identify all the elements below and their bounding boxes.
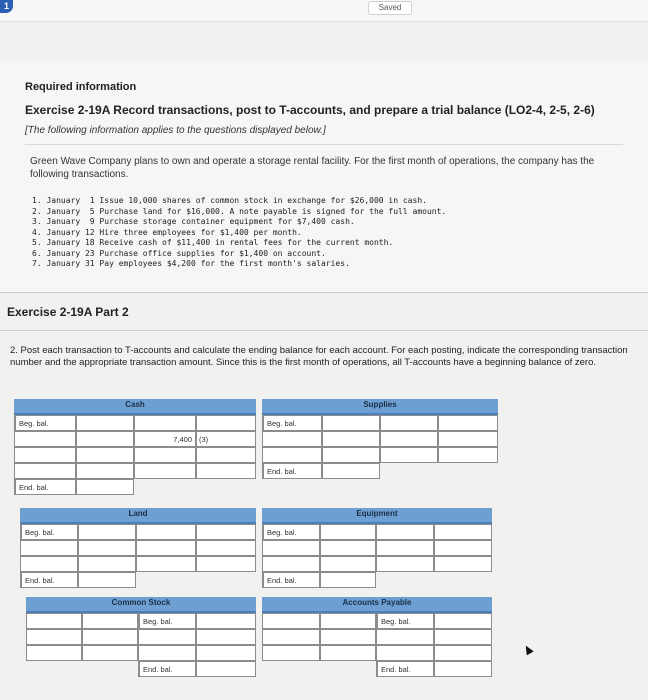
credit-amount-input[interactable]: [136, 556, 196, 572]
credit-amount-input[interactable]: [136, 540, 196, 556]
beg-bal-label: Beg. bal.: [138, 613, 196, 629]
t-account-common-stock: [26, 597, 256, 677]
end-bal-label: End. bal.: [138, 661, 196, 677]
end-bal-label: End. bal.: [262, 463, 322, 479]
t-account-header: Land: [20, 508, 256, 524]
debit-amount-input[interactable]: [322, 431, 380, 447]
debit-ref-input[interactable]: [262, 556, 320, 572]
credit-ref-input[interactable]: [438, 447, 498, 463]
credit-ref-input[interactable]: [196, 645, 256, 661]
exercise-description: Green Wave Company plans to own and operate a storage rental facility. For the first month of operations, the company has the following transactions.: [30, 156, 595, 180]
credit-ref-input[interactable]: [434, 629, 492, 645]
debit-amount-input[interactable]: [82, 629, 138, 645]
t-account-accounts-payable: [262, 597, 492, 677]
credit-amount-input[interactable]: [138, 645, 196, 661]
debit-amount-input[interactable]: [320, 524, 376, 540]
debit-amount-input[interactable]: [78, 540, 136, 556]
transaction-item: 6. January 23 Purchase office supplies for $1,400 on account.: [32, 248, 326, 258]
credit-amount-input[interactable]: [136, 524, 196, 540]
debit-amount-input[interactable]: [320, 613, 376, 629]
transaction-item: 5. January 18 Receive cash of $11,400 in rental fees for the current month.: [32, 238, 394, 247]
beg-bal-label: Beg. bal.: [14, 415, 76, 431]
debit-ref-input[interactable]: [262, 645, 320, 661]
credit-amount-input[interactable]: [134, 463, 196, 479]
divider: [0, 330, 648, 331]
credit-ref-input[interactable]: [196, 629, 256, 645]
end-bal-label: End. bal.: [262, 572, 320, 588]
credit-amount-input[interactable]: [376, 645, 434, 661]
transaction-item: 4. January 12 Hire three employees for $1,400 per month.: [32, 227, 302, 237]
credit-amount-input[interactable]: [434, 613, 492, 629]
end-bal-label: End. bal.: [20, 572, 78, 588]
credit-ref-input[interactable]: [434, 524, 492, 540]
credit-amount-input[interactable]: [196, 613, 256, 629]
spacer: [26, 661, 138, 677]
debit-ref-input[interactable]: [26, 629, 82, 645]
debit-amount-input[interactable]: [76, 463, 134, 479]
debit-amount-input[interactable]: [76, 415, 134, 431]
credit-amount-input[interactable]: [138, 629, 196, 645]
credit-amount-input[interactable]: [376, 540, 434, 556]
debit-amount-input[interactable]: [320, 540, 376, 556]
credit-amount-input[interactable]: [380, 431, 438, 447]
debit-amount-input[interactable]: [322, 415, 380, 431]
credit-ref-input[interactable]: [434, 556, 492, 572]
credit-ref-input[interactable]: [196, 556, 256, 572]
beg-bal-label: Beg. bal.: [262, 415, 322, 431]
debit-ref-input[interactable]: [26, 645, 82, 661]
debit-ref-input[interactable]: [20, 556, 78, 572]
spacer: [262, 661, 376, 677]
end-bal-input[interactable]: [76, 479, 134, 495]
credit-ref-input[interactable]: [434, 540, 492, 556]
debit-amount-input[interactable]: [320, 645, 376, 661]
t-account-cash: [14, 399, 256, 495]
credit-ref-input[interactable]: [196, 463, 256, 479]
transaction-list: [32, 196, 446, 270]
transaction-item: 1. January 1 Issue 10,000 shares of common stock in exchange for $26,000 in cash.: [32, 196, 427, 205]
credit-ref-input[interactable]: [434, 645, 492, 661]
debit-ref-input[interactable]: [26, 613, 82, 629]
credit-ref-input[interactable]: (3): [196, 431, 256, 447]
credit-ref-input[interactable]: [196, 447, 256, 463]
debit-ref-input[interactable]: [14, 463, 76, 479]
debit-amount-input[interactable]: [78, 556, 136, 572]
credit-amount-input[interactable]: [376, 629, 434, 645]
transaction-item: 7. January 31 Pay employees $4,200 for the first month's salaries.: [32, 259, 350, 268]
credit-ref-input[interactable]: [438, 431, 498, 447]
debit-ref-input[interactable]: [14, 431, 76, 447]
transaction-item: 3. January 9 Purchase storage container equipment for $7,400 cash.: [32, 217, 355, 226]
t-account-header: Cash: [14, 399, 256, 415]
required-information-heading: Required information: [25, 81, 137, 93]
t-account-header: Common Stock: [26, 597, 256, 613]
beg-bal-label: Beg. bal.: [376, 613, 434, 629]
debit-amount-input[interactable]: [78, 524, 136, 540]
required-information-panel: [0, 60, 648, 293]
debit-ref-input[interactable]: [262, 540, 320, 556]
end-bal-label: End. bal.: [376, 661, 434, 677]
part-title: Exercise 2-19A Part 2: [7, 305, 129, 319]
end-bal-input[interactable]: [196, 661, 256, 677]
debit-ref-input[interactable]: [262, 629, 320, 645]
beg-bal-label: Beg. bal.: [20, 524, 78, 540]
end-bal-input[interactable]: [434, 661, 492, 677]
credit-amount-input[interactable]: [376, 556, 434, 572]
debit-amount-input[interactable]: [82, 613, 138, 629]
credit-ref-input[interactable]: [196, 540, 256, 556]
t-account-land: [20, 508, 256, 588]
end-bal-label: End. bal.: [14, 479, 76, 495]
debit-ref-input[interactable]: [262, 431, 322, 447]
debit-ref-input[interactable]: [14, 447, 76, 463]
debit-amount-input[interactable]: [76, 447, 134, 463]
top-bar: [0, 0, 648, 22]
saved-status: Saved: [368, 1, 412, 15]
part-instructions: 2. Post each transaction to T-accounts and calculate the ending balance for each account. For each posting, indicate the corresponding transaction number and the appropriate transaction amount. Since this is the first month of operations, all T-accounts have a beginning balance of zero.: [10, 345, 628, 368]
end-bal-input[interactable]: [322, 463, 380, 479]
debit-amount-input[interactable]: [320, 556, 376, 572]
credit-ref-input[interactable]: [196, 524, 256, 540]
debit-ref-input[interactable]: [262, 447, 322, 463]
end-bal-input[interactable]: [78, 572, 136, 588]
divider: [25, 144, 623, 145]
exercise-note: [The following information applies to the questions displayed below.]: [25, 125, 326, 136]
t-account-supplies: [262, 399, 498, 479]
t-account-header: Accounts Payable: [262, 597, 492, 613]
debit-amount-input[interactable]: [76, 431, 134, 447]
credit-ref-input[interactable]: [438, 415, 498, 431]
t-account-header: Supplies: [262, 399, 498, 415]
end-bal-input[interactable]: [320, 572, 376, 588]
exercise-title: Exercise 2-19A Record transactions, post to T-accounts, and prepare a trial balance (LO2-4, 2-5, 2-6): [25, 103, 595, 117]
credit-amount-input[interactable]: [196, 415, 256, 431]
transaction-item: 2. January 5 Purchase land for $16,000. A note payable is signed for the full amount.: [32, 206, 447, 216]
debit-amount-input[interactable]: [320, 629, 376, 645]
credit-amount-input[interactable]: [134, 447, 196, 463]
credit-amount-input[interactable]: 7,400: [134, 431, 196, 447]
debit-ref-input[interactable]: [262, 613, 320, 629]
debit-amount-input[interactable]: [322, 447, 380, 463]
debit-amount-input[interactable]: [82, 645, 138, 661]
t-account-header: Equipment: [262, 508, 492, 524]
debit-ref-input[interactable]: [20, 540, 78, 556]
credit-ref-input[interactable]: [134, 415, 196, 431]
question-number-badge[interactable]: 1: [0, 0, 13, 13]
beg-bal-label: Beg. bal.: [262, 524, 320, 540]
credit-amount-input[interactable]: [380, 447, 438, 463]
credit-amount-input[interactable]: [376, 524, 434, 540]
t-account-equipment: [262, 508, 492, 588]
credit-amount-input[interactable]: [380, 415, 438, 431]
mouse-cursor-icon: [522, 644, 533, 656]
